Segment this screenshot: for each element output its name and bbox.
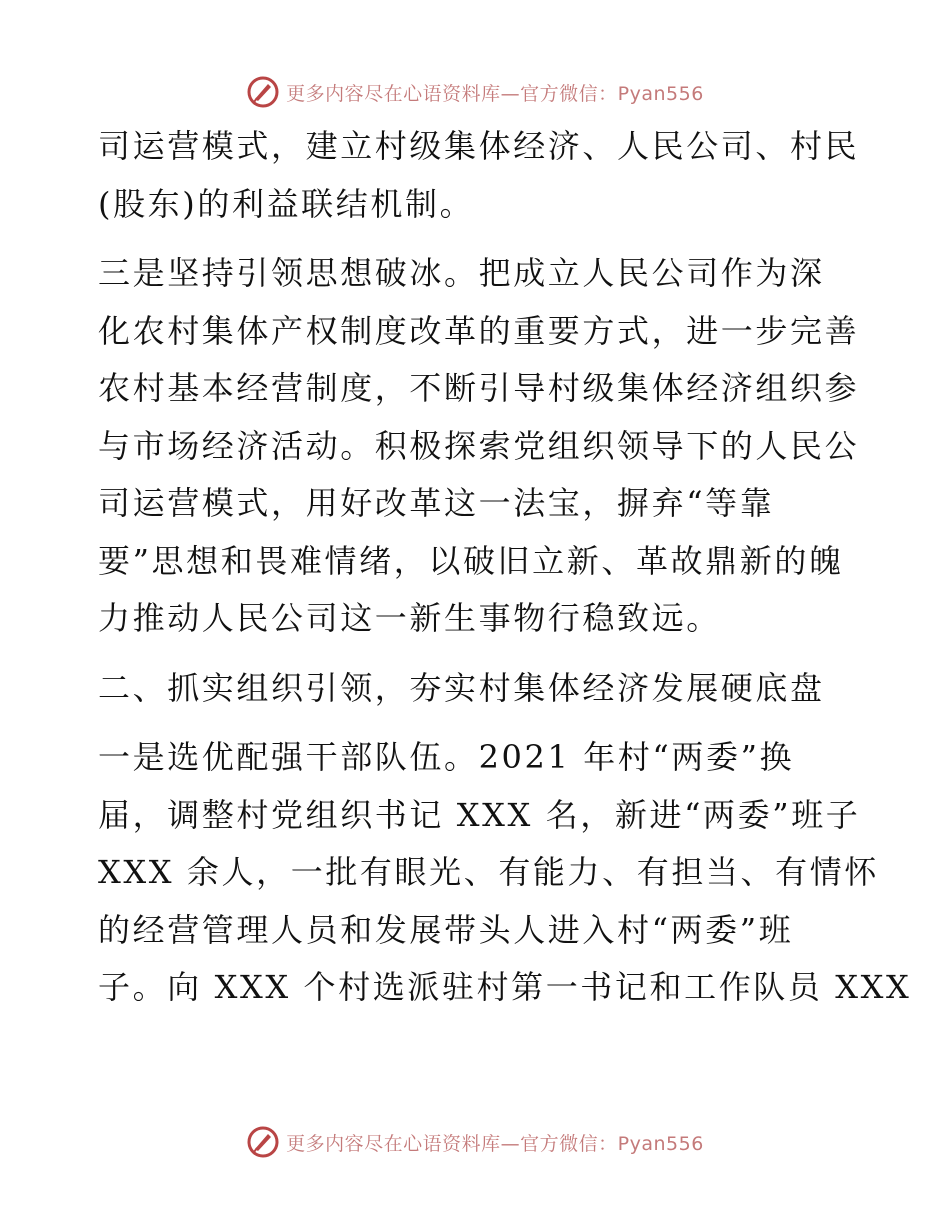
text-line: (股东)的利益联结机制。: [98, 184, 475, 223]
text-line: 农村基本经营制度，不断引导村级集体经济组织参: [98, 369, 860, 407]
paragraph: [98, 729, 912, 1017]
text-line: 要”思想和畏难情绪，以破旧立新、革故鼎新的魄: [98, 541, 844, 580]
text-line: 一是选优配强干部队伍。2021 年村“两委”换: [98, 738, 795, 776]
watermark-text: 更多内容尽在心语资料库—官方微信：Pyan556: [286, 82, 704, 105]
quill-pen-logo-icon: [246, 1125, 280, 1159]
section-heading: [98, 660, 858, 718]
header-watermark: [0, 72, 950, 112]
text-line: 司运营模式，用好改革这一法宝，摒弃“等靠: [98, 484, 775, 522]
footer-watermark: [0, 1122, 950, 1162]
text-line: 与市场经济活动。积极探索党组织领导下的人民公: [98, 426, 860, 465]
heading-line: 二、抓实组织引领，夯实村集体经济发展硬底盘: [98, 668, 825, 707]
quill-pen-logo-icon: [246, 75, 280, 109]
document-body: [98, 118, 912, 1017]
text-line: 的经营管理人员和发展带头人进入村“两委”班: [98, 910, 794, 949]
text-line: 化农村集体产权制度改革的重要方式，进一步完善: [98, 311, 860, 350]
text-line: 子。向 XXX 个村选派驻村第一书记和工作队员 XXX: [98, 968, 912, 1006]
text-line: 司运营模式，建立村级集体经济、人民公司、村民: [98, 127, 860, 165]
text-line: 届，调整村党组织书记 XXX 名，新进“两委”班子: [98, 795, 861, 834]
text-line: XXX 余人，一批有眼光、有能力、有担当、有情怀: [98, 853, 879, 891]
text-line: 三是坚持引领思想破冰。把成立人民公司作为深: [98, 254, 825, 292]
paragraph: [98, 118, 858, 233]
watermark-text: 更多内容尽在心语资料库—官方微信：Pyan556: [286, 1132, 704, 1155]
text-line: 力推动人民公司这一新生事物行稳致远。: [98, 599, 721, 637]
paragraph: [98, 245, 858, 648]
